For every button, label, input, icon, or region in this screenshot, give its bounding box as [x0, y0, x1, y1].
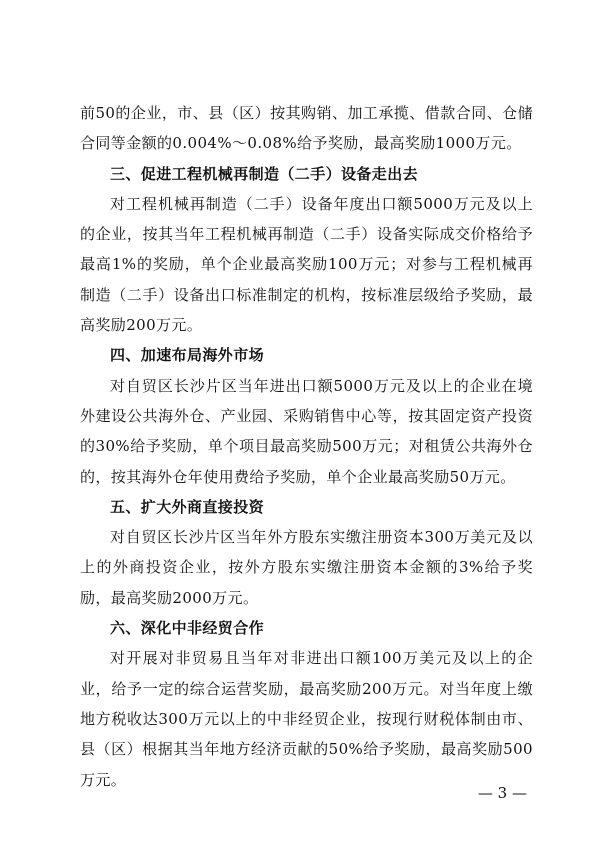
paragraph-section-4: 对自贸区长沙片区当年进出口额5000万元及以上的企业在境外建设公共海外仓、产业园、采购销售中心等，按其固定资产投资的30%给予奖励，单个项目最高奖励500万元；对租赁公共海外仓的，按其海外仓年使用费给予奖励，单个企业最高奖励50万元。: [80, 376, 533, 486]
page-number: — 3 —: [477, 784, 527, 802]
paragraph-section-5: 对自贸区长沙片区当年外方股东实缴注册资本300万美元及以上的外商投资企业，按外方股东实缴注册资本金额的3%给予奖励，最高奖励2000万元。: [80, 528, 533, 607]
section-heading-5: 五、扩大外商直接投资: [110, 497, 265, 516]
paragraph-continued: 前50的企业，市、县（区）按其购销、加工承揽、借款合同、仓储合同等金额的0.004%～0.08%给予奖励，最高奖励1000万元。: [80, 104, 533, 153]
paragraph-section-6: 对开展对非贸易且当年对非进出口额100万美元及以上的企业，给予一定的综合运营奖励，最高奖励200万元。对当年度上缴地方税收达300万元以上的中非经贸企业，按现行财税体制由市、县（区）根据其当年地方经济贡献的50%给予奖励，最高奖励500万元。: [80, 649, 533, 789]
section-heading-4: 四、加速布局海外市场: [110, 346, 265, 365]
section-heading-3: 三、促进工程机械再制造（二手）设备走出去: [110, 164, 419, 183]
document-body: [80, 98, 533, 795]
section-heading-6: 六、深化中非经贸合作: [110, 619, 265, 638]
paragraph-section-3: 对工程机械再制造（二手）设备年度出口额5000万元及以上的企业，按其当年工程机械再制造（二手）设备实际成交价格给予最高1%的奖励，单个企业最高奖励100万元；对参与工程机械再制造（二手）设备出口标准制定的机构，按标准层级给予奖励，最高奖励200万元。: [80, 194, 533, 335]
